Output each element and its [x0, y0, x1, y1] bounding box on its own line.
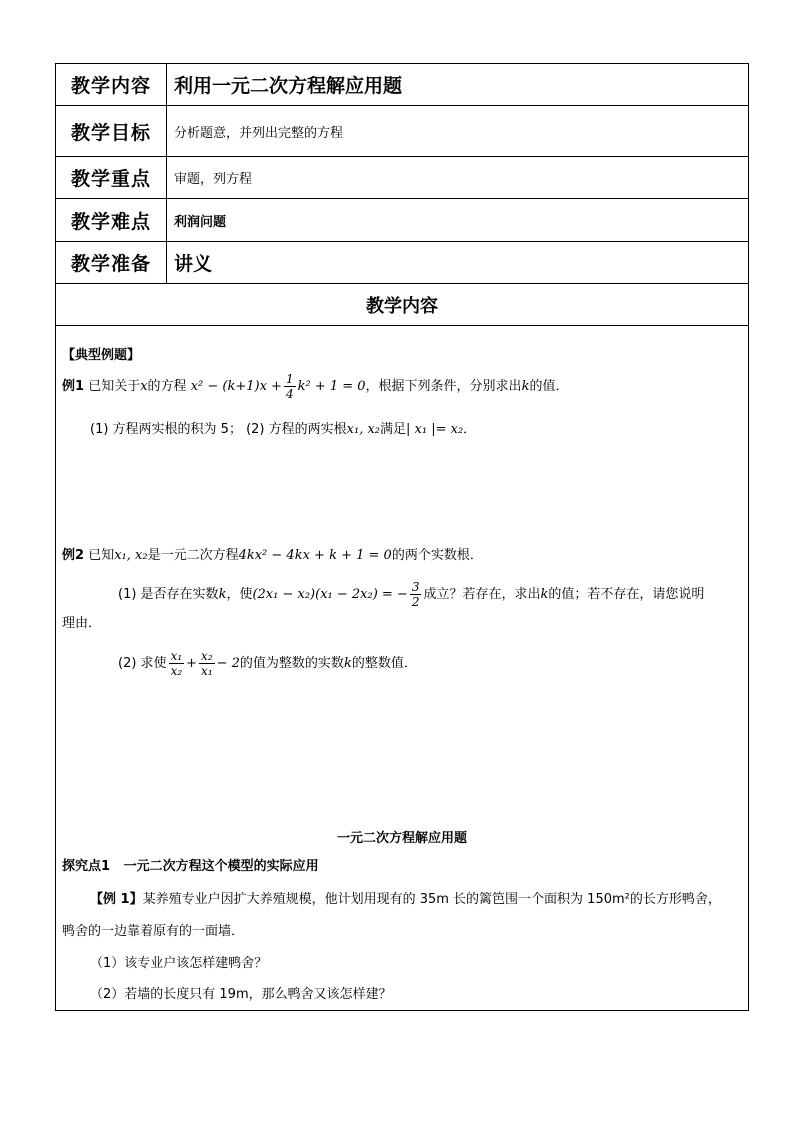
- row-teaching-focus: [56, 157, 748, 199]
- roots-vars: x₁, x₂: [114, 548, 148, 563]
- content-body: [56, 326, 748, 1010]
- condition-2-text: (2) 方程的两实根: [246, 422, 347, 437]
- explore-example-line-2: 鸭舍的一边靠着原有的一面墙．: [62, 924, 245, 939]
- fraction-x1-over-x2: [169, 649, 185, 678]
- fraction-numerator: 1: [285, 372, 294, 386]
- example-1-line: [62, 372, 568, 402]
- question-1-text: 成立？若存在，求出: [423, 587, 541, 602]
- example-2-text: 的两个实数根．: [391, 548, 483, 563]
- row-teaching-goal: [56, 106, 748, 157]
- value-teaching-focus: 审题，列方程: [174, 172, 253, 187]
- label-teaching-focus: 教学重点: [56, 157, 167, 198]
- question-2-text: 的整数值．: [351, 656, 417, 671]
- row-teaching-content: [56, 64, 748, 106]
- label-teaching-goal: 教学目标: [56, 106, 167, 156]
- example-2-question-2: [118, 646, 417, 682]
- example-1-text: ，根据下列条件，分别求出: [365, 379, 522, 394]
- example-2-question-1-cont: 理由．: [62, 616, 102, 631]
- fraction-denominator: 4: [285, 387, 294, 401]
- question-1-text: ，使: [226, 587, 253, 602]
- var-k: k: [540, 587, 549, 602]
- row-teaching-prep: [56, 242, 748, 284]
- example-2-question-1: [118, 580, 704, 610]
- question-1-text: (1) 是否存在实数: [118, 587, 219, 602]
- value-teaching-prep: 讲义: [174, 253, 213, 275]
- fraction-three-halves: [410, 580, 422, 609]
- example-2-text: 是一元二次方程: [147, 548, 239, 563]
- explore-example-text: 某养殖专业户因扩大养殖规模，他计划用现有的 35m 长的篱笆围一个面积为 150m²的长方形鸭舍，: [142, 892, 721, 907]
- example-1-text: 的方程: [147, 379, 187, 394]
- section-typical-examples: 【典型例题】: [62, 348, 141, 363]
- fraction-x2-over-x1: [199, 649, 215, 678]
- fraction-quarter: [284, 372, 296, 401]
- row-content-title: [56, 284, 748, 326]
- example-2-line: [62, 548, 483, 564]
- condition-2-text: ．: [463, 422, 477, 437]
- equation-part: x² − (k+1)x +: [190, 379, 282, 394]
- fraction-denominator: x₂: [170, 664, 183, 678]
- label-teaching-content: 教学内容: [56, 64, 167, 105]
- question-1-text: 的值；若不存在，请您说明: [548, 587, 705, 602]
- condition-1: (1) 方程两实根的积为 5；: [90, 422, 242, 437]
- fraction-numerator: x₁: [170, 649, 183, 663]
- explore-heading: [62, 859, 319, 875]
- example-2-text: 已知: [88, 548, 115, 563]
- question-2-text: 的值为整数的实数: [239, 656, 344, 671]
- row-teaching-difficulty: [56, 199, 748, 242]
- explore-question-2: （2）若墙的长度只有 19m，那么鸭舍又该怎样建？: [90, 987, 392, 1002]
- condition-2-text: 满足: [380, 422, 407, 437]
- label-teaching-difficulty: 教学难点: [56, 199, 167, 241]
- explore-example-tag: 【例 1】: [90, 892, 143, 907]
- var-k: k: [343, 656, 352, 671]
- lesson-plan-table: [55, 63, 749, 1011]
- var-k: k: [218, 587, 227, 602]
- fraction-numerator: 3: [411, 580, 420, 594]
- condition-2-equation: | x₁ |= x₂: [406, 422, 464, 437]
- var-x: x: [140, 379, 148, 394]
- value-teaching-content: 利用一元二次方程解应用题: [174, 75, 403, 97]
- fraction-denominator: 2: [411, 595, 420, 609]
- question-2-text: (2) 求使: [118, 656, 167, 671]
- value-teaching-difficulty: 利润问题: [174, 214, 227, 230]
- minus-two: − 2: [216, 656, 240, 671]
- example-1-text: 的值．: [529, 379, 569, 394]
- plus-sign: +: [186, 656, 198, 671]
- content-title: 教学内容: [366, 295, 438, 317]
- var-k: k: [521, 379, 530, 394]
- explore-example-line-1: [90, 892, 721, 908]
- equation-part: k² + 1 = 0: [297, 379, 366, 394]
- equation: 4kx² − 4kx + k + 1 = 0: [238, 548, 392, 563]
- example-1-text: 已知关于: [88, 379, 141, 394]
- example-2-label: 例2: [62, 548, 85, 563]
- fraction-numerator: x₂: [201, 649, 213, 663]
- roots-vars: x₁, x₂: [346, 422, 381, 437]
- example-1-conditions: [90, 422, 476, 438]
- example-1-label: 例1: [62, 379, 85, 394]
- question-1-equation: (2x₁ − x₂)(x₁ − 2x₂) = −: [252, 587, 408, 602]
- label-teaching-prep: 教学准备: [56, 242, 167, 283]
- explore-title: 一元二次方程这个模型的实际应用: [123, 859, 319, 874]
- value-teaching-goal: 分析题意，并列出完整的方程: [174, 125, 344, 141]
- explore-label: 探究点1: [62, 859, 111, 874]
- subtitle: 一元二次方程解应用题: [336, 831, 467, 846]
- explore-question-1: （1）该专业户该怎样建鸭舍？: [90, 956, 268, 971]
- fraction-denominator: x₁: [201, 664, 213, 678]
